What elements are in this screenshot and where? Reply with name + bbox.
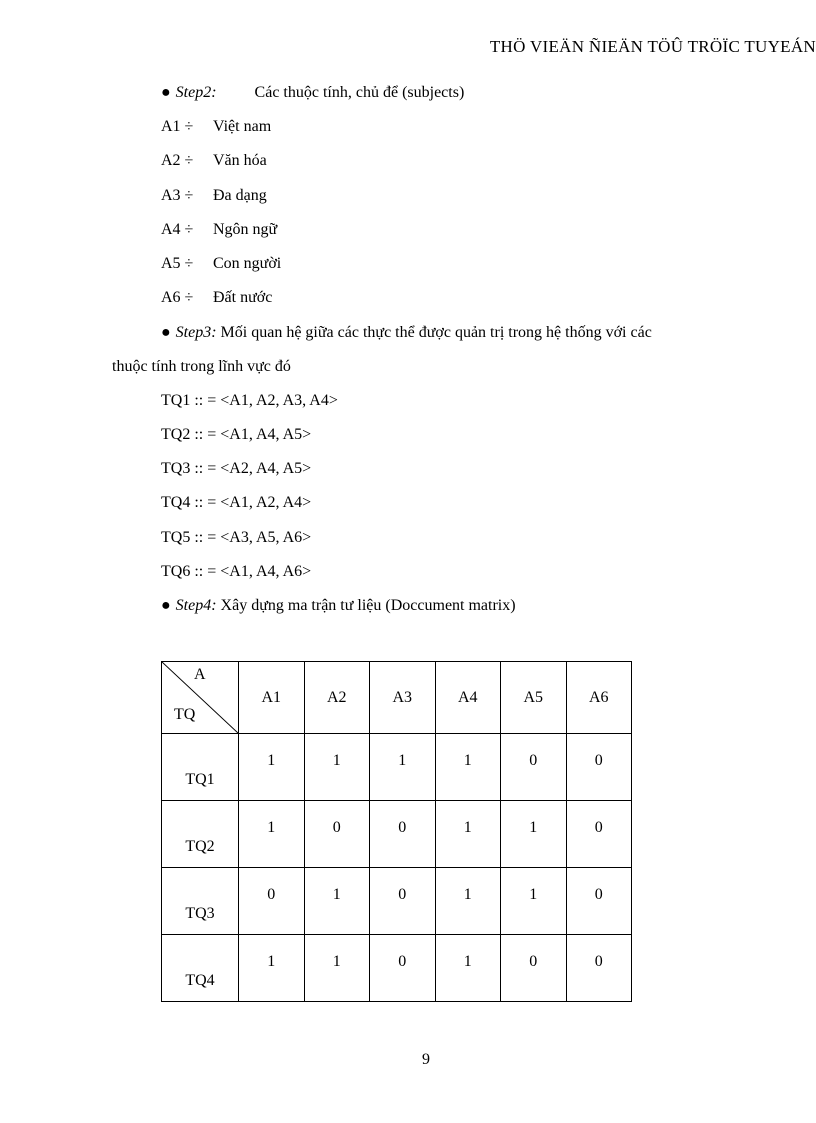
relation-item: TQ6 :: = <A1, A4, A6> bbox=[161, 563, 312, 580]
column-header: A4 bbox=[435, 662, 501, 734]
step4-label: Step4: bbox=[175, 597, 217, 614]
bullet-icon: ● bbox=[161, 597, 171, 614]
document-matrix bbox=[161, 661, 632, 1002]
step4-text: Xây dựng ma trận tư liệu (Doccument matrix) bbox=[220, 597, 516, 614]
column-header: A5 bbox=[501, 662, 567, 734]
table-row bbox=[162, 935, 632, 1002]
column-header: A6 bbox=[566, 662, 632, 734]
matrix-cell: 0 bbox=[370, 868, 436, 935]
attribute-name: Con người bbox=[213, 255, 282, 272]
matrix-cell: 0 bbox=[566, 868, 632, 935]
attribute-item bbox=[161, 186, 267, 206]
matrix-cell: 0 bbox=[566, 801, 632, 868]
attribute-code: A5 ÷ bbox=[161, 255, 194, 272]
relation-item: TQ1 :: = <A1, A2, A3, A4> bbox=[161, 392, 338, 409]
matrix-header-row bbox=[162, 662, 632, 734]
attribute-name: Việt nam bbox=[213, 118, 272, 135]
step3-label: Step3: bbox=[175, 324, 217, 341]
matrix-cell: 1 bbox=[239, 801, 305, 868]
matrix-cell: 0 bbox=[370, 801, 436, 868]
matrix-cell: 1 bbox=[304, 734, 370, 801]
step2-line bbox=[161, 83, 464, 103]
attribute-item bbox=[161, 288, 272, 308]
matrix-cell: 1 bbox=[304, 935, 370, 1002]
row-label: TQ4 bbox=[185, 972, 215, 989]
row-label-cell bbox=[162, 801, 239, 868]
running-header: THÖ VIEÄN ÑIEÄN TÖÛ TRÖÏC TUYEÁN bbox=[489, 37, 816, 56]
step4-line bbox=[161, 596, 516, 616]
table-row bbox=[162, 801, 632, 868]
matrix-cell: 0 bbox=[501, 734, 567, 801]
matrix-cell: 1 bbox=[370, 734, 436, 801]
attribute-code: A1 ÷ bbox=[161, 118, 194, 135]
matrix-corner-cell bbox=[162, 662, 239, 734]
relation-item: TQ5 :: = <A3, A5, A6> bbox=[161, 529, 312, 546]
step3-continuation: thuộc tính trong lĩnh vực đó bbox=[112, 358, 291, 375]
matrix-cell: 0 bbox=[304, 801, 370, 868]
matrix-cell: 0 bbox=[566, 935, 632, 1002]
matrix-cell: 0 bbox=[239, 868, 305, 935]
attribute-item bbox=[161, 254, 281, 274]
matrix-cell: 0 bbox=[370, 935, 436, 1002]
attribute-code: A6 ÷ bbox=[161, 289, 194, 306]
table-row bbox=[162, 868, 632, 935]
row-label: TQ3 bbox=[185, 905, 215, 922]
column-header: A1 bbox=[239, 662, 305, 734]
matrix-cell: 1 bbox=[435, 868, 501, 935]
attribute-item bbox=[161, 151, 267, 171]
row-label-cell bbox=[162, 734, 239, 801]
step3-text: Mối quan hệ giữa các thực thể được quản trị trong hệ thống với các bbox=[220, 324, 652, 341]
matrix-cell: 1 bbox=[501, 868, 567, 935]
bullet-icon: ● bbox=[161, 84, 171, 101]
row-label: TQ1 bbox=[185, 771, 215, 788]
attribute-code: A3 ÷ bbox=[161, 187, 194, 204]
attribute-name: Đa dạng bbox=[213, 187, 267, 204]
attribute-item bbox=[161, 220, 277, 240]
matrix-cell: 1 bbox=[501, 801, 567, 868]
attribute-code: A4 ÷ bbox=[161, 221, 194, 238]
page-number: 9 bbox=[422, 1051, 430, 1068]
step2-label: Step2: bbox=[175, 84, 217, 101]
step3-line bbox=[161, 323, 652, 343]
relation-item: TQ2 :: = <A1, A4, A5> bbox=[161, 426, 312, 443]
relation-item: TQ4 :: = <A1, A2, A4> bbox=[161, 494, 312, 511]
matrix-cell: 1 bbox=[239, 935, 305, 1002]
bullet-icon: ● bbox=[161, 324, 171, 341]
corner-top-label: A bbox=[194, 666, 206, 683]
matrix-cell: 1 bbox=[435, 801, 501, 868]
matrix-cell: 0 bbox=[501, 935, 567, 1002]
attribute-name: Văn hóa bbox=[213, 152, 267, 169]
attribute-item bbox=[161, 117, 271, 137]
column-header: A3 bbox=[370, 662, 436, 734]
attribute-code: A2 ÷ bbox=[161, 152, 194, 169]
row-label: TQ2 bbox=[185, 838, 215, 855]
step2-text: Các thuộc tính, chủ để (subjects) bbox=[254, 84, 465, 101]
row-label-cell bbox=[162, 868, 239, 935]
relation-item: TQ3 :: = <A2, A4, A5> bbox=[161, 460, 312, 477]
matrix-cell: 1 bbox=[239, 734, 305, 801]
matrix-cell: 1 bbox=[304, 868, 370, 935]
attribute-name: Ngôn ngữ bbox=[213, 221, 278, 238]
matrix-cell: 1 bbox=[435, 734, 501, 801]
column-header: A2 bbox=[304, 662, 370, 734]
table-row bbox=[162, 734, 632, 801]
matrix-cell: 1 bbox=[435, 935, 501, 1002]
corner-bottom-label: TQ bbox=[174, 706, 196, 723]
matrix-cell: 0 bbox=[566, 734, 632, 801]
row-label-cell bbox=[162, 935, 239, 1002]
attribute-name: Đất nước bbox=[213, 289, 273, 306]
